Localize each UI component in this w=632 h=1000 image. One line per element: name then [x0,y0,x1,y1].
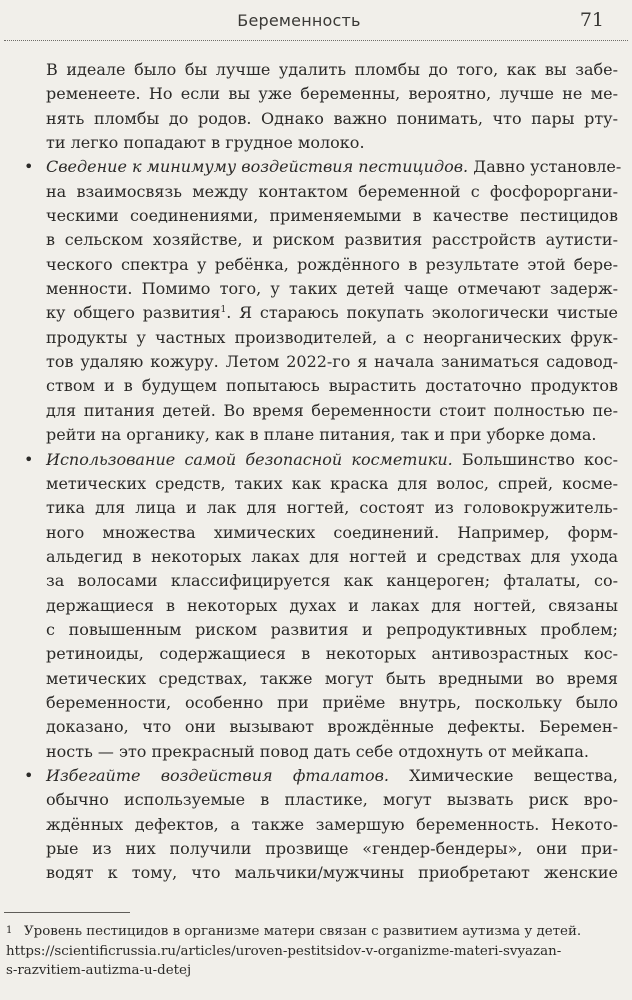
footnote-reference[interactable]: 1 [220,305,227,316]
bullet-marker: • [24,157,34,177]
footnote-link-line[interactable]: s-razvitiem-autizma-u-detej [6,963,192,979]
bullet-marker: • [24,765,34,785]
bullet-first-line [0,764,632,788]
text-line: ждённых дефектов, а также замершую беременность. Некото- [46,814,618,834]
text-line: продукты у частных производителей, а с неорганических фрук- [46,327,618,347]
text-fragment: Большинство кос- [452,449,619,469]
text-line: беременности, особенно при приёме внутрь, поскольку было [46,692,618,712]
text-line: альдегид в некоторых лаках для ногтей и средствах для ухода [46,546,618,566]
text-line: ческими соединениями, применяемыми в качестве пестицидов [46,206,618,226]
footnotes [0,921,632,981]
footnote-text: Уровень пестицидов в организме матери связан с развитием аутизма у детей. [24,924,582,939]
text-line: ти легко попадают в грудное молоко. [46,133,365,153]
text-line: метических средств, таких как краска для волос, спрей, косме- [46,473,618,493]
footnote-separator [4,912,130,913]
text-line: для питания детей. Во время беременности стоит полностью пе- [46,400,618,420]
bullet-lead: Избегайте воздействия фталатов. [46,765,389,785]
text-line: ретиноиды, содержащиеся в некоторых антивозрастных кос- [46,644,618,664]
text-line: ность — это прекрасный повод дать себе отдохнуть от мейкапа. [46,741,590,761]
text-line: тика для лица и лак для ногтей, состоят из головокружитель- [46,498,618,518]
footnote-number: 1 [6,925,13,936]
text-line: метических средствах, также могут быть вредными во время [46,668,618,688]
text-line: менности. Помимо того, у таких детей чаще отмечают задерж- [46,279,618,299]
text-line: рейти на органику, как в плане питания, так и при уборке дома. [46,425,597,445]
bullet-item-phthalates [0,764,632,886]
text-line: в сельском хозяйстве, и риском развития расстройств аутисти- [46,230,618,250]
text-line: нять пломбы до родов. Однако важно понимать, что пары рту- [46,108,618,128]
bullet-item-pesticides [0,155,632,447]
bullet-marker: • [24,449,34,469]
text-line: ного множества химических соединений. Например, форм- [46,522,618,542]
text-fragment: Химические вещества, [389,765,618,785]
page-header [0,0,632,40]
text-line-with-footnote [0,301,632,325]
footnote-link-line[interactable]: https://scientificrussia.ru/articles/uroven-pestitsidov-v-organizme-materi-svyazan- [6,943,562,959]
text-line: обычно используемые в пластике, могут вызвать риск вро- [46,790,618,810]
text-fragment: . Я стараюсь покупать экологически чистые [226,303,618,323]
text-line: ческого спектра у ребёнка, рождённого в результате этой бере- [46,254,618,274]
text-line: держащиеся в некоторых духах и лаках для ногтей, связаны [46,595,618,615]
text-fragment: Давно установле- [468,157,622,177]
text-line: за волосами классифицируется как канцероген; фталаты, со- [46,571,618,591]
text-line: В идеале было бы лучше удалить пломбы до того, как вы забе- [46,60,618,79]
footnote-line [0,921,632,942]
text-line: водят к тому, что мальчики/мужчины приобретают женские [46,863,618,883]
text-line: с повышенным риском развития и репродуктивных проблем; [46,619,618,639]
bullet-first-line [0,155,632,179]
text-line: рые из них получили прозвище «гендер-бендеры», они при- [46,839,618,858]
text-fragment: ку общего развития [46,303,221,323]
bullet-item-cosmetics [0,448,632,764]
body-text [0,58,632,886]
bullet-lead: Использование самой безопасной косметики. [46,449,453,469]
text-line: доказано, что они вызывают врождённые дефекты. Беремен- [46,717,618,737]
page-number: 71 [579,9,604,31]
text-line: тов удаляю кожуру. Летом 2022-го я начала заниматься садовод- [46,352,618,372]
text-line: на взаимосвязь между контактом беременной с фосфороргани- [46,181,618,201]
paragraph-continuation [0,58,632,155]
header-dotted-rule [4,40,628,41]
bullet-lead: Сведение к минимуму воздействия пестицидов. [46,157,469,177]
text-line: ством и в будущем попытаюсь вырастить достаточно продуктов [46,376,618,396]
text-line: ременеете. Но если вы уже беременны, вероятно, лучше не ме- [46,84,618,104]
running-title: Беременность [237,11,361,30]
bullet-first-line [0,448,632,472]
